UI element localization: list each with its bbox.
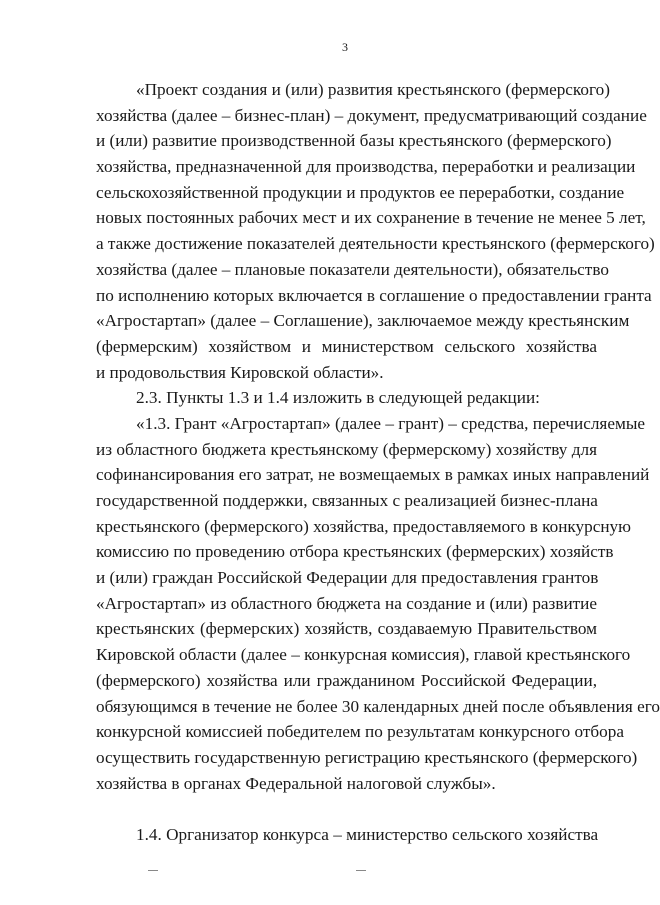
scan-artifact <box>148 870 158 871</box>
text-line: 1.4. Организатор конкурса – министерство сельского хозяйства <box>136 825 599 845</box>
document-body <box>96 77 660 848</box>
text-line: из областного бюджета крестьянскому (фермерскому) хозяйству для <box>96 439 597 459</box>
text-line: «Агростартап» (далее – Соглашение), заключаемое между крестьянским <box>96 311 630 331</box>
text-line: обязующимся в течение не более 30 календарных дней после объявления его <box>96 696 660 716</box>
text-line: крестьянского (фермерского) хозяйства, предоставляемого в конкурсную <box>96 516 631 536</box>
page-number: 3 <box>342 40 348 54</box>
text-line: (фермерским) хозяйством и министерством сельского хозяйства <box>96 336 597 356</box>
paragraph <box>96 77 655 385</box>
text-line: и (или) развитие производственной базы крестьянского (фермерского) <box>96 131 612 151</box>
paragraph <box>96 385 597 411</box>
text-line: хозяйства (далее – плановые показатели деятельности), обязательство <box>96 259 609 279</box>
text-line: новых постоянных рабочих мест и их сохранение в течение не менее 5 лет, <box>96 208 646 228</box>
paragraph <box>96 411 660 796</box>
text-line: крестьянских (фермерских) хозяйств, создаваемую Правительством <box>96 619 597 639</box>
text-line: государственной поддержки, связанных с реализацией бизнес-плана <box>96 491 598 510</box>
text-line: «Агростартап» из областного бюджета на создание и (или) развитие <box>96 593 597 613</box>
text-line: Кировской области (далее – конкурсная комиссия), главой крестьянского <box>96 645 631 665</box>
text-line: софинансирования его затрат, не возмещаемых в рамках иных направлений <box>96 465 650 485</box>
text-line: и продовольствия Кировской области». <box>96 362 384 382</box>
text-line: осуществить государственную регистрацию крестьянского (фермерского) <box>96 747 638 767</box>
text-line: по исполнению которых включается в соглашение о предоставлении гранта <box>96 285 652 305</box>
text-line: «1.3. Грант «Агростартап» (далее – грант) – средства, перечисляемые <box>136 413 646 433</box>
text-line: 2.3. Пункты 1.3 и 1.4 изложить в следующей редакции: <box>136 388 540 408</box>
text-line: сельскохозяйственной продукции и продуктов ее переработки, создание <box>96 182 625 202</box>
text-line: а также достижение показателей деятельности крестьянского (фермерского) <box>96 234 655 254</box>
text-line: «Проект создания и (или) развития крестьянского (фермерского) <box>136 80 610 99</box>
text-line: конкурсной комиссией победителем по результатам конкурсного отбора <box>96 722 624 742</box>
text-line: хозяйства (далее – бизнес-план) – документ, предусматривающий создание <box>96 105 647 125</box>
text-line: хозяйства в органах Федеральной налоговой службы». <box>96 773 496 793</box>
text-line: (фермерского) хозяйства или гражданином Российской Федерации, <box>96 670 597 690</box>
paragraph <box>96 822 597 848</box>
text-line: комиссию по проведению отбора крестьянских (фермерских) хозяйств <box>96 542 614 562</box>
scan-artifact <box>356 870 366 871</box>
text-line: и (или) граждан Российской Федерации для предоставления грантов <box>96 568 599 588</box>
text-line: хозяйства, предназначенной для производства, переработки и реализации <box>96 157 636 177</box>
